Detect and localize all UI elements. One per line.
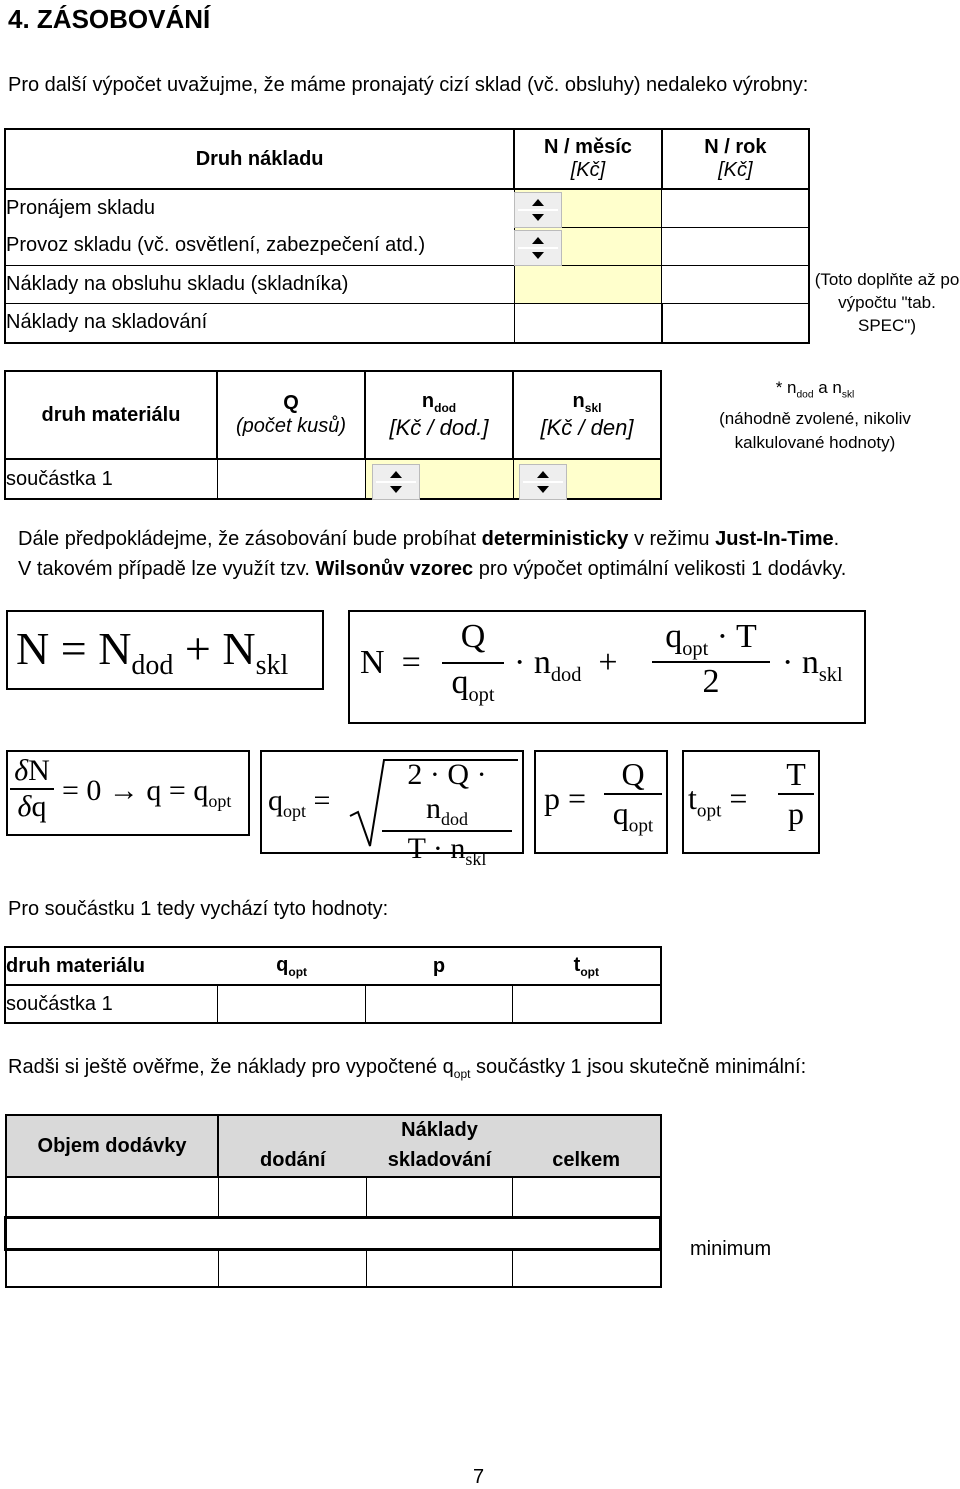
result-header-material: druh materiálu	[6, 954, 145, 977]
spin-button[interactable]	[514, 192, 562, 228]
verify-header-skladovani: skladování	[387, 1149, 492, 1171]
nskl-header-sub: skl	[584, 400, 602, 415]
cost-table	[4, 128, 810, 344]
q-header-sub: (počet kusů)	[235, 415, 347, 437]
cost-header-month: N / měsíc	[544, 136, 632, 158]
cost-row-label: Náklady na skladování	[6, 311, 208, 334]
page-heading: 4. ZÁSOBOVÁNÍ	[8, 4, 211, 34]
cost-month-input-3[interactable]	[514, 265, 661, 303]
cost-row-label: Náklady na obsluhu skladu (skladníka)	[6, 272, 349, 295]
cost-year-cell-1	[662, 189, 809, 227]
result-t-cell	[513, 985, 661, 1023]
table-row	[5, 985, 661, 1023]
verify-table	[4, 1114, 662, 1288]
table-row	[6, 1249, 661, 1287]
spin-button[interactable]	[372, 464, 420, 500]
nskl-header-unit: [Kč / den]	[540, 414, 634, 440]
cost-header-year: N / rok	[704, 136, 767, 158]
cost-year-cell-2	[662, 227, 809, 265]
page-number: 7	[473, 1466, 485, 1488]
cost-year-cell-3	[662, 265, 809, 303]
table-row	[6, 1177, 661, 1217]
table-row	[6, 1217, 661, 1249]
cost-row-label: Provoz skladu (vč. osvětlení, zabezpečení atd.)	[6, 234, 426, 257]
arrow-up-icon	[532, 199, 544, 206]
spin-button[interactable]	[514, 230, 562, 266]
ndod-header: n	[421, 389, 435, 412]
cost-row-label: Pronájem skladu	[6, 197, 155, 219]
q-cell	[217, 459, 365, 499]
material-header: druh materiálu	[41, 403, 181, 426]
result-q-cell	[218, 985, 365, 1023]
cost-header-year-unit: [Kč]	[718, 159, 753, 181]
material-note: * $n_{dod}$ a $n_{skl}$ (náhodně zvolené, nikoliv kalkulované hodnoty)	[719, 378, 911, 453]
formula-derivative: $\frac{\delta N}{\delta q}$ = $0 \to q = q_{opt}$	[6, 750, 250, 836]
arrow-down-icon	[532, 252, 544, 259]
formula-cost-expanded: N = Q $q_{opt}$ · $n_{dod}$ + $q_{opt} \cdot T$ 2 · $n_{skl}$	[348, 610, 866, 724]
verify-header-objem: Objem dodávky	[37, 1134, 187, 1157]
result-header-p: p	[432, 954, 446, 977]
verify-header-naklady: Náklady	[401, 1119, 478, 1141]
arrow-up-icon	[532, 237, 544, 244]
para3-text: Pro součástku 1 tedy vychází tyto hodnoty:	[8, 898, 389, 920]
formula-period: $t_{opt}$ = $\frac{T}{p}$	[682, 750, 820, 854]
formula-wilson: $q_{opt}$ = $2 \cdot Q \cdot n_{dod}$ $T \cdot n_{skl}$	[260, 750, 524, 854]
cost-month-cell-4	[514, 303, 661, 343]
verify-header-dodani: dodání	[260, 1149, 326, 1171]
arrow-down-icon	[537, 486, 549, 493]
result-row-label: součástka 1	[6, 992, 113, 1015]
cost-note: (Toto doplňte až po výpočtu "tab. SPEC")	[814, 270, 960, 335]
result-table: druh materiálu $q_{opt}$ p $t_{opt}$ součástka 1	[4, 946, 662, 1024]
cost-header-month-unit: [Kč]	[570, 159, 606, 181]
result-p-cell	[365, 985, 512, 1023]
cost-header-type: Druh nákladu	[195, 148, 324, 170]
formula-total-cost: $N = N_{dod} + N_{skl}$	[6, 610, 324, 690]
para2-line2: V takovém případě lze využít tzv. Wilsonův vzorec pro výpočet optimální velikosti 1 dodávky.	[18, 558, 847, 580]
minimum-label: minimum	[690, 1238, 772, 1260]
intro-text: Pro další výpočet uvažujme, že máme pronajatý cizí sklad (vč. obsluhy) nedaleko výrobny:	[8, 74, 809, 96]
spin-button[interactable]	[519, 464, 567, 500]
arrow-down-icon	[390, 486, 402, 493]
table-row	[5, 227, 809, 265]
verify-header-celkem: celkem	[552, 1149, 621, 1171]
para4-text: Radši si ještě ověřme, že náklady pro vypočtené $q_{opt}$ součástky 1 jsou skutečně minimální:	[8, 1056, 807, 1081]
table-row	[5, 189, 809, 227]
para2-line1: Dále předpokládejme, že zásobování bude probíhat deterministicky v režimu Just-In-Time.	[18, 528, 840, 550]
q-header: Q	[283, 392, 299, 414]
material-row-label: součástka 1	[6, 467, 113, 490]
table-row	[5, 265, 809, 303]
cost-year-cell-4	[662, 303, 809, 343]
arrow-up-icon	[537, 471, 549, 478]
arrow-down-icon	[532, 214, 544, 221]
ndod-header-unit: [Kč / dod.]	[389, 414, 489, 440]
table-row	[5, 303, 809, 343]
formula-frequency: p = Q $q_{opt}$	[534, 750, 668, 854]
ndod-header-sub: dod	[434, 400, 457, 415]
nskl-header: n	[572, 389, 585, 412]
arrow-up-icon	[390, 471, 402, 478]
